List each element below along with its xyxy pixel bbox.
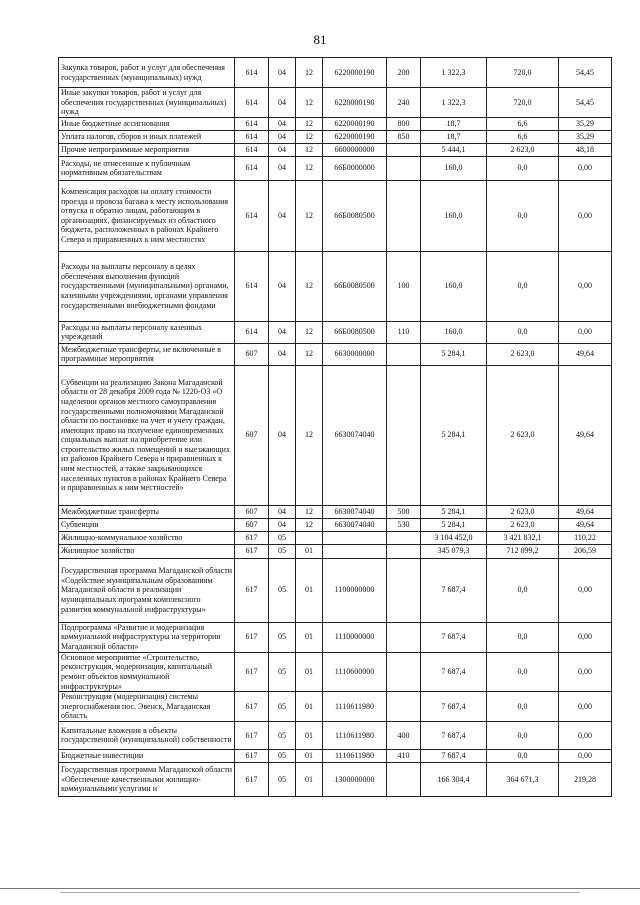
row-razdel: 05: [269, 531, 296, 544]
row-ved: 617: [235, 721, 269, 749]
row-podrazdel: 01: [296, 749, 323, 762]
row-name: Основное мероприятие «Строительство, реконструкция, модернизация, капитальный ремонт объектов коммунальной инфраструктуры»: [59, 652, 235, 691]
table-row: [59, 544, 612, 558]
row-ved: 617: [235, 692, 269, 722]
row-razdel: 04: [269, 518, 296, 531]
row-podrazdel: 12: [296, 518, 323, 531]
row-ved: 607: [235, 518, 269, 531]
row-plan-sum: 5 284,1: [421, 518, 487, 531]
budget-table: [58, 57, 612, 797]
row-percent: 0,00: [559, 156, 612, 180]
row-razdel: 04: [269, 156, 296, 180]
row-razdel: 04: [269, 365, 296, 505]
row-podrazdel: 01: [296, 622, 323, 652]
row-name: Расходы на выплаты персоналу в целях обеспечения выполнения функций государственными (муниципальными) органами, казенными учреждениями, органами управления государственными внебюджетными фондами: [59, 251, 235, 321]
row-percent: 0,00: [559, 749, 612, 762]
row-ved: 614: [235, 88, 269, 118]
row-expense-type: [387, 652, 421, 691]
row-razdel: 05: [269, 622, 296, 652]
row-fact-sum: 0,0: [487, 156, 559, 180]
row-fact-sum: 720,0: [487, 58, 559, 88]
table-row: [59, 558, 612, 622]
table-row: [59, 622, 612, 652]
row-fact-sum: 2 623,0: [487, 365, 559, 505]
row-percent: 0,00: [559, 721, 612, 749]
row-plan-sum: 18,7: [421, 117, 487, 130]
row-ved: 607: [235, 505, 269, 518]
row-razdel: 04: [269, 117, 296, 130]
row-expense-type: [387, 692, 421, 722]
table-row: [59, 531, 612, 544]
row-fact-sum: 2 623,0: [487, 343, 559, 365]
row-name: Компенсация расходов на оплату стоимости проезда и провоза багажа к месту использования отпуска и обратно лицам, работающим в организациях, финансируемых из областного бюджета, расположенных в районах Крайнего Севера и приравненных к ним местностях: [59, 180, 235, 251]
bottom-rule: [0, 888, 640, 889]
row-fact-sum: 6,6: [487, 117, 559, 130]
table-row: [59, 117, 612, 130]
row-razdel: 05: [269, 558, 296, 622]
row-razdel: 05: [269, 692, 296, 722]
row-fact-sum: 720,0: [487, 88, 559, 118]
row-percent: 49,64: [559, 343, 612, 365]
row-razdel: 04: [269, 321, 296, 343]
row-target-article: 6220000190: [323, 58, 387, 88]
row-target-article: 66Б0080500: [323, 180, 387, 251]
row-fact-sum: 3 421 832,1: [487, 531, 559, 544]
row-fact-sum: 0,0: [487, 721, 559, 749]
row-expense-type: 110: [387, 321, 421, 343]
row-razdel: 04: [269, 343, 296, 365]
row-target-article: 1110600000: [323, 652, 387, 691]
row-name: Иные закупки товаров, работ и услуг для обеспечения государственных (муниципальных) нужд: [59, 88, 235, 118]
row-expense-type: [387, 365, 421, 505]
row-percent: 48,18: [559, 143, 612, 156]
row-target-article: 66Б0080500: [323, 251, 387, 321]
row-name: Реконструкция (модернизация) системы энергоснабжения пос. Эвенск, Магаданская область: [59, 692, 235, 722]
row-ved: 614: [235, 117, 269, 130]
row-razdel: 04: [269, 88, 296, 118]
row-name: Межбюджетные трансферты, не включенные в программные мероприятия: [59, 343, 235, 365]
row-name: Государственная программа Магаданской области «Содействие муниципальным образованиям Магаданской области в реализации муниципальных программ комплексного развития коммунальной инфраструктуры»: [59, 558, 235, 622]
row-fact-sum: 364 671,3: [487, 762, 559, 796]
row-razdel: 05: [269, 544, 296, 558]
row-percent: 110,22: [559, 531, 612, 544]
row-razdel: 04: [269, 130, 296, 143]
row-target-article: 6600000000: [323, 143, 387, 156]
row-name: Бюджетные инвестиции: [59, 749, 235, 762]
row-podrazdel: 12: [296, 156, 323, 180]
row-percent: 49,64: [559, 518, 612, 531]
table-row: [59, 180, 612, 251]
row-plan-sum: 18,7: [421, 130, 487, 143]
row-target-article: 1110611980: [323, 721, 387, 749]
row-target-article: 66З0074040: [323, 365, 387, 505]
table-row: [59, 251, 612, 321]
row-percent: 219,28: [559, 762, 612, 796]
row-target-article: 66З0074040: [323, 518, 387, 531]
row-expense-type: [387, 762, 421, 796]
row-razdel: 04: [269, 143, 296, 156]
row-name: Закупка товаров, работ и услуг для обеспечения государственных (муниципальных) нужд: [59, 58, 235, 88]
row-podrazdel: 01: [296, 652, 323, 691]
row-podrazdel: 12: [296, 143, 323, 156]
row-podrazdel: 01: [296, 558, 323, 622]
row-plan-sum: 7 687,4: [421, 721, 487, 749]
row-podrazdel: 01: [296, 762, 323, 796]
row-ved: 617: [235, 531, 269, 544]
row-target-article: 6220000190: [323, 117, 387, 130]
row-fact-sum: 0,0: [487, 180, 559, 251]
row-podrazdel: 12: [296, 130, 323, 143]
row-target-article: 66Б0080500: [323, 321, 387, 343]
row-name: Уплата налогов, сборов и иных платежей: [59, 130, 235, 143]
row-razdel: 05: [269, 762, 296, 796]
row-expense-type: [387, 180, 421, 251]
row-target-article: 1300000000: [323, 762, 387, 796]
table-row: [59, 156, 612, 180]
table-row: [59, 130, 612, 143]
row-ved: 617: [235, 762, 269, 796]
row-fact-sum: 6,6: [487, 130, 559, 143]
row-ved: 617: [235, 749, 269, 762]
row-ved: 607: [235, 343, 269, 365]
row-name: Государственная программа Магаданской области «Обеспечение качественными жилищно-коммунальными услугами и: [59, 762, 235, 796]
row-target-article: 66З0000000: [323, 343, 387, 365]
table-row: [59, 321, 612, 343]
row-fact-sum: 2 623,0: [487, 518, 559, 531]
row-target-article: 1110611980: [323, 749, 387, 762]
row-name: Межбюджетные трансферты: [59, 505, 235, 518]
row-razdel: 04: [269, 505, 296, 518]
row-fact-sum: 2 623,0: [487, 505, 559, 518]
row-percent: 35,29: [559, 130, 612, 143]
row-podrazdel: 12: [296, 58, 323, 88]
row-expense-type: 240: [387, 88, 421, 118]
page-number: 81: [313, 32, 327, 47]
row-fact-sum: 0,0: [487, 652, 559, 691]
row-plan-sum: 160,0: [421, 251, 487, 321]
table-row: [59, 749, 612, 762]
row-plan-sum: 166 304,4: [421, 762, 487, 796]
row-ved: 614: [235, 156, 269, 180]
row-plan-sum: 3 104 452,0: [421, 531, 487, 544]
row-podrazdel: 12: [296, 180, 323, 251]
row-plan-sum: 345 079,3: [421, 544, 487, 558]
row-razdel: 04: [269, 58, 296, 88]
table-row: [59, 88, 612, 118]
row-plan-sum: 160,0: [421, 156, 487, 180]
row-expense-type: [387, 558, 421, 622]
row-expense-type: 400: [387, 721, 421, 749]
row-percent: 54,45: [559, 88, 612, 118]
row-ved: 617: [235, 622, 269, 652]
table-row: [59, 365, 612, 505]
row-expense-type: 530: [387, 518, 421, 531]
row-podrazdel: 01: [296, 692, 323, 722]
row-ved: 614: [235, 180, 269, 251]
row-percent: 49,64: [559, 505, 612, 518]
row-plan-sum: 5 444,1: [421, 143, 487, 156]
row-name: Иные бюджетные ассигнования: [59, 117, 235, 130]
row-fact-sum: 2 623,0: [487, 143, 559, 156]
row-name: Прочие непрограммные мероприятия: [59, 143, 235, 156]
row-plan-sum: 1 322,3: [421, 58, 487, 88]
row-fact-sum: 0,0: [487, 321, 559, 343]
table-row: [59, 762, 612, 796]
row-ved: 617: [235, 544, 269, 558]
table-row: [59, 343, 612, 365]
table-row: [59, 692, 612, 722]
row-target-article: 1100000000: [323, 558, 387, 622]
row-percent: 54,45: [559, 58, 612, 88]
row-target-article: 6220000190: [323, 130, 387, 143]
row-target-article: [323, 531, 387, 544]
row-expense-type: 100: [387, 251, 421, 321]
row-plan-sum: 7 687,4: [421, 652, 487, 691]
row-name: Подпрограмма «Развитие и модернизация коммунальной инфраструктуры на территории Магаданской области»: [59, 622, 235, 652]
row-podrazdel: 01: [296, 721, 323, 749]
row-fact-sum: 0,0: [487, 558, 559, 622]
row-target-article: 1110000000: [323, 622, 387, 652]
row-fact-sum: 0,0: [487, 749, 559, 762]
row-percent: 0,00: [559, 558, 612, 622]
row-name: Расходы, не отнесенные к публичным нормативным обязательствам: [59, 156, 235, 180]
row-podrazdel: 12: [296, 505, 323, 518]
row-ved: 614: [235, 321, 269, 343]
row-ved: 614: [235, 143, 269, 156]
row-expense-type: [387, 531, 421, 544]
row-podrazdel: [296, 531, 323, 544]
table-row: [59, 652, 612, 691]
row-razdel: 04: [269, 251, 296, 321]
row-target-article: 1110611980: [323, 692, 387, 722]
row-target-article: 66З0074040: [323, 505, 387, 518]
row-expense-type: 410: [387, 749, 421, 762]
row-percent: 0,00: [559, 321, 612, 343]
table-row: [59, 518, 612, 531]
table-row: [59, 721, 612, 749]
row-expense-type: [387, 622, 421, 652]
row-percent: 0,00: [559, 251, 612, 321]
row-percent: 0,00: [559, 622, 612, 652]
row-razdel: 05: [269, 652, 296, 691]
row-podrazdel: 12: [296, 251, 323, 321]
row-plan-sum: 5 284,1: [421, 505, 487, 518]
row-name: Жилищное хозяйство: [59, 544, 235, 558]
row-plan-sum: 7 687,4: [421, 558, 487, 622]
row-expense-type: [387, 343, 421, 365]
row-expense-type: 200: [387, 58, 421, 88]
row-ved: 607: [235, 365, 269, 505]
row-podrazdel: 12: [296, 117, 323, 130]
row-ved: 614: [235, 58, 269, 88]
row-plan-sum: 160,0: [421, 321, 487, 343]
row-plan-sum: 5 284,1: [421, 365, 487, 505]
table-row: [59, 143, 612, 156]
row-razdel: 05: [269, 749, 296, 762]
row-plan-sum: 7 687,4: [421, 749, 487, 762]
row-plan-sum: 1 322,3: [421, 88, 487, 118]
row-name: Расходы на выплаты персоналу казенных учреждений: [59, 321, 235, 343]
row-plan-sum: 5 284,1: [421, 343, 487, 365]
row-fact-sum: 0,0: [487, 251, 559, 321]
bottom-rule-secondary: [60, 892, 580, 893]
row-percent: 0,00: [559, 652, 612, 691]
row-plan-sum: 7 687,4: [421, 692, 487, 722]
row-percent: 49,64: [559, 365, 612, 505]
row-percent: 206,59: [559, 544, 612, 558]
row-expense-type: 500: [387, 505, 421, 518]
row-razdel: 05: [269, 721, 296, 749]
row-ved: 614: [235, 251, 269, 321]
row-podrazdel: 12: [296, 343, 323, 365]
row-plan-sum: 160,0: [421, 180, 487, 251]
row-percent: 35,29: [559, 117, 612, 130]
row-ved: 617: [235, 558, 269, 622]
table-row: [59, 505, 612, 518]
row-podrazdel: 12: [296, 88, 323, 118]
row-name: Субвенции на реализацию Закона Магаданской области от 28 декабря 2009 года № 1220-ОЗ «О наделении органов местного самоуправления государственными полномочиями Магаданской области по постановке на учет и учету граждан, имеющих право на получение единовременных социальных выплат на приобретение или строительство жилых помещений и выезжающих из районов Крайнего Севера и приравненных к ним местностей, а также закрывающихся населенных пунктов в районах Крайнего Севера и приравненных к ним местностей»: [59, 365, 235, 505]
row-target-article: 66Б0000000: [323, 156, 387, 180]
row-podrazdel: 01: [296, 544, 323, 558]
row-ved: 617: [235, 652, 269, 691]
row-expense-type: 800: [387, 117, 421, 130]
row-expense-type: [387, 156, 421, 180]
row-expense-type: [387, 544, 421, 558]
row-podrazdel: 12: [296, 321, 323, 343]
row-fact-sum: 712 899,2: [487, 544, 559, 558]
row-fact-sum: 0,0: [487, 622, 559, 652]
row-percent: 0,00: [559, 692, 612, 722]
row-target-article: 6220000190: [323, 88, 387, 118]
row-target-article: [323, 544, 387, 558]
row-name: Жилищно-коммунальное хозяйство: [59, 531, 235, 544]
row-fact-sum: 0,0: [487, 692, 559, 722]
row-plan-sum: 7 687,4: [421, 622, 487, 652]
row-razdel: 04: [269, 180, 296, 251]
row-expense-type: [387, 143, 421, 156]
row-name: Капитальные вложения в объекты государственной (муниципальной) собственности: [59, 721, 235, 749]
row-percent: 0,00: [559, 180, 612, 251]
row-expense-type: 850: [387, 130, 421, 143]
row-name: Субвенции: [59, 518, 235, 531]
row-ved: 614: [235, 130, 269, 143]
row-podrazdel: 12: [296, 365, 323, 505]
table-row: [59, 58, 612, 88]
